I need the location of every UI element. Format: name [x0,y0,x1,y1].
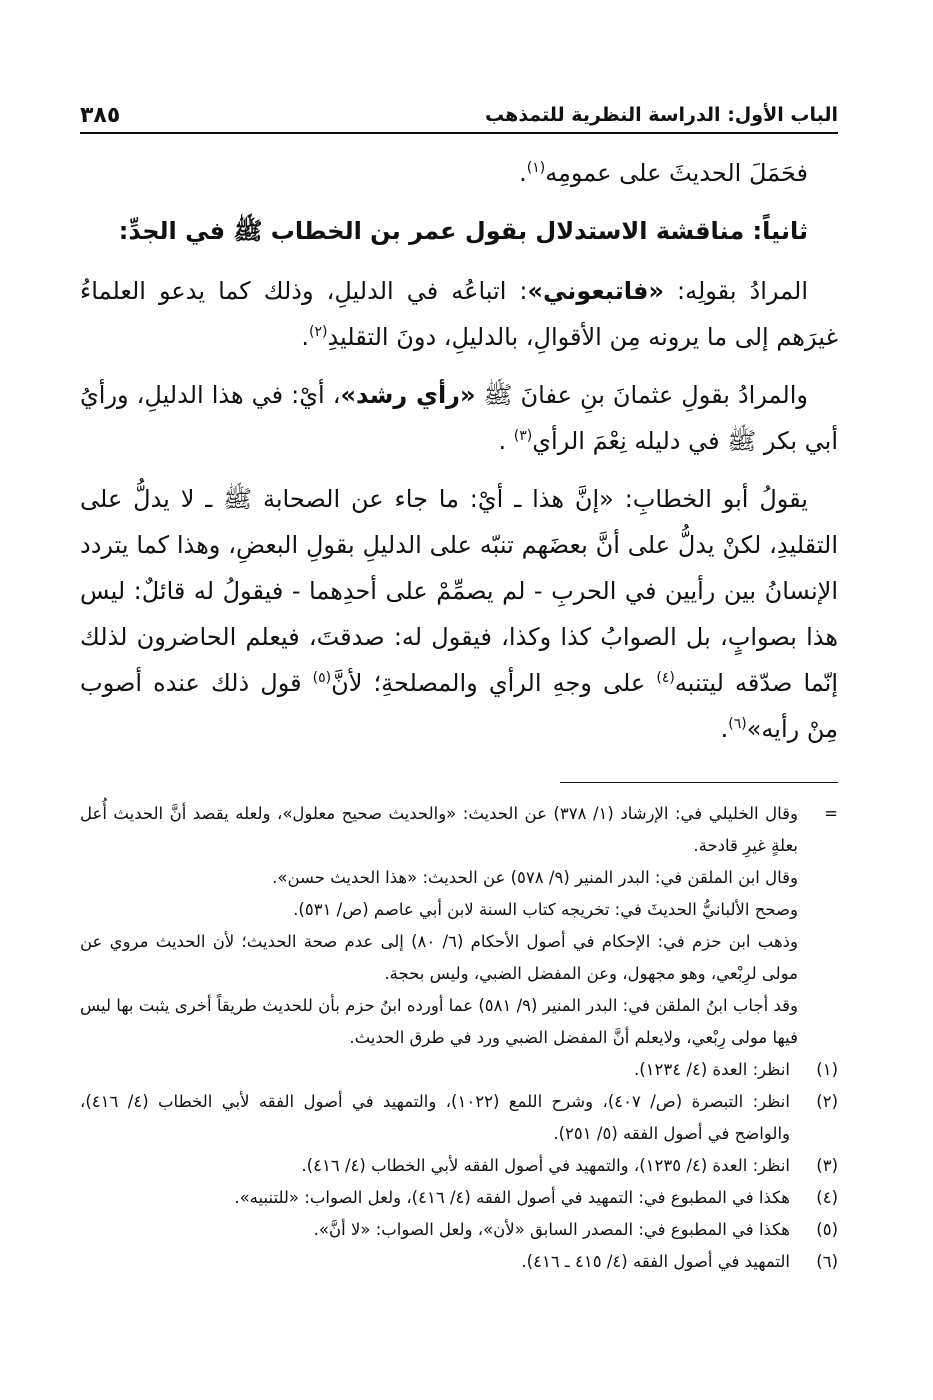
section-heading: ثانياً: مناقشة الاستدلال بقول عمر بن الخطاب ﷺ في الجدِّ: [118,217,808,245]
footnote-text: انظر: العدة (٤/ ١٢٣٤). [633,1060,790,1079]
paragraph-4: يقولُ أبو الخطابِ: «إنَّ هذا ـ أيْ: ما جاء عن الصحابة ﷺ ـ لا يدلُّ على التقليدِ، لكنْ يدلُّ على أنَّ بعضَهم تنبّه على الدليلِ بقولِ البعضِ، وهذا كما يتردد الإنسانُ بين رأيين في الحربِ - لم يصمِّمْ على أحدِهما - فيقولُ له قائلٌ: ليس هذا بصوابٍ، بل الصوابُ كذا وكذا، فيقول له: صدقتَ، فيعلم الحاضرون لذلك إنّما صدّقه ليتنبه$^{(٤)}$ على وجهِ الرأي والمصلحةِ؛ لأنَّ$^{(٥)}$ قول ذلك عنده أصوب مِنْ رأيه»$^{(٦)}$. [80,485,838,743]
footnote-number: (٢) [816,1092,838,1111]
footnote-ref-3: (٣) [513,428,533,444]
footnote-item [80,1054,838,1086]
footnotes [80,798,838,1278]
footnote-number: (٥) [816,1220,838,1239]
footnote-separator [560,782,838,783]
footnote-text: هكذا في المطبوع في: المصدر السابق «لأن»، ولعل الصواب: «لا أنَّ». [313,1220,790,1239]
footnote-text: انظر: التبصرة (ص/ ٤٠٧)، وشرح اللمع (١٠٢٢)، والتمهيد في أصول الفقه لأبي الخطاب (٤/ ٤١٦)، والواضح في أصول الفقه (٥/ ٢٥١). [80,1092,790,1143]
footnote-ref-4: (٤) [656,670,675,686]
paragraph-2: المرادُ بقولِه: «فاتبعوني»: اتباعُه في الدليلِ، وذلك كما يدعو العلماءُ غيرَهم إلى ما يرونه مِن الأقوالِ، بالدليلِ، دونَ التقليدِ$^{(٢)}$. [80,277,838,351]
paragraph-1: فحَمَلَ الحديثَ على عمومِه$^{(١)}$. [519,159,808,187]
footnote-item [80,1150,838,1182]
running-title: الباب الأول: الدراسة النظرية للتمذهب [485,104,838,126]
page-number: ٣٨٥ [80,102,121,128]
footnote-text: هكذا في المطبوع في: التمهيد في أصول الفقه (٤/ ٤١٦)، ولعل الصواب: «للتنبيه». [234,1188,790,1207]
continuation-line: وقد أجاب ابنُ الملقن في: البدر المنير (٩/ ٥٨١) عما أورده ابنُ حزم بأن للحديث طريقاً أخرى يثبت بها ليس فيها مولى رِبْعي، ولايعلم أنَّ المفضل الضبي ورد في طرق الحديث. [80,996,798,1047]
continuation-mark: = [824,804,838,823]
continuation-line: وقال الخليلي في: الإرشاد (١/ ٣٧٨) عن الحديث: «والحديث صحيح معلول»، ولعله يقصد أنَّ الحديث أُعل بعلةٍ غيرِ قادحة. [80,804,798,855]
quoted-word: «فاتبعوني» [527,277,664,305]
footnote-continuation [80,798,838,1054]
footnote-number: (٤) [816,1188,838,1207]
continuation-line: وصحح الألبانيُّ الحديثَ في: تخريجه كتاب السنة لابن أبي عاصم (ص/ ٥٣١). [293,900,798,919]
running-header [80,98,838,132]
footnote-ref-2: (٢) [308,324,328,340]
footnote-item [80,1182,838,1214]
footnote-item [80,1246,838,1278]
footnote-ref-5: (٥) [312,670,332,686]
book-page [80,0,838,1400]
paragraph-3: والمرادُ بقولِ عثمانَ بنِ عفانَ ﷺ «رأي رشد»، أيْ: في هذا الدليلِ، ورأيُ أبي بكر ﷺ في دليله نِعْمَ الرأي$^{(٣)}$ . [80,381,838,455]
continuation-line: وقال ابن الملقن في: البدر المنير (٩/ ٥٧٨) عن الحديث: «هذا الحديث حسن». [272,868,798,887]
quoted-phrase: «رأي رشد» [340,381,476,409]
continuation-line: وذهب ابن حزم في: الإحكام في أصول الأحكام (٦/ ٨٠) إلى عدم صحة الحديث؛ لأن الحديث مروي عن مولى لرِبْعي، وهو مجهول، وعن المفضل الضبي، وليس بحجة. [80,932,798,983]
footnote-ref-1: (١) [526,160,546,176]
footnote-text: التمهيد في أصول الفقه (٤/ ٤١٥ ـ ٤١٦). [521,1252,790,1271]
footnote-text: انظر: العدة (٤/ ١٢٣٥)، والتمهيد في أصول الفقه لأبي الخطاب (٤/ ٤١٦). [301,1156,790,1175]
footnote-ref-6: (٦) [728,716,747,732]
header-rule [80,132,838,134]
footnote-number: (٣) [816,1156,838,1175]
footnote-number: (١) [816,1060,838,1079]
footnote-item [80,1086,838,1150]
footnote-item [80,1214,838,1246]
main-text [80,150,838,764]
footnote-number: (٦) [816,1252,838,1271]
